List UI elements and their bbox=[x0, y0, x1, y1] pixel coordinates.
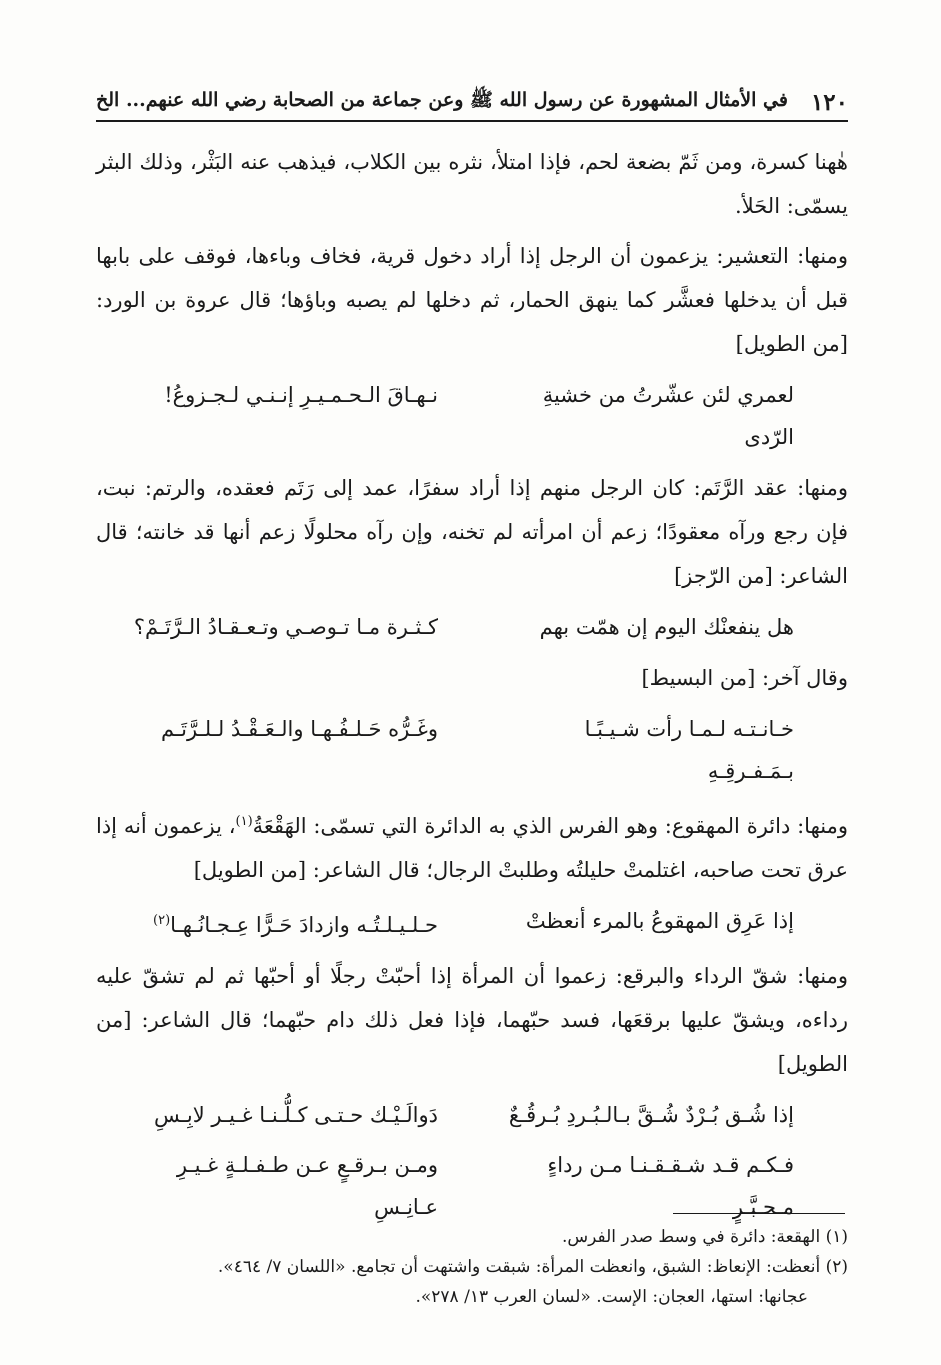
verse-6 bbox=[96, 1144, 848, 1228]
page-header bbox=[96, 84, 848, 122]
paragraph-5 bbox=[96, 800, 848, 892]
footnote-ref-1: (١) bbox=[235, 814, 253, 829]
verse-4 bbox=[96, 900, 848, 946]
running-head: في الأمثال المشهورة عن رسول الله ﷺ وعن جماعة من الصحابة رضي الله عنهم... الخ bbox=[96, 89, 788, 111]
footnote-separator bbox=[673, 1213, 845, 1214]
verse-1 bbox=[96, 374, 848, 458]
page-body bbox=[96, 140, 848, 1236]
footnote-2: (٢) أنعظت: الإنعاظ: الشبق، وانعظت المرأة: شبقت واشتهت أن تجامع. «اللسان ٧/ ٤٦٤». bbox=[217, 1257, 848, 1277]
footnote-1: (١) الهقعة: دائرة في وسط صدر الفرس. bbox=[561, 1227, 848, 1247]
paragraph-2: ومنها: التعشير: يزعمون أن الرجل إذا أراد دخول قرية، فخاف وباءها، فوقف على بابها قبل أن يدخلها فعشَّر كما ينهق الحمار، ثم دخلها لم يصبه وباؤها؛ قال عروة بن الورد: [من الطويل] bbox=[96, 244, 848, 356]
verse-4-first-hemistich: إذا عَرِق المهقوعُ بالمرء أنعظتْ bbox=[525, 909, 794, 933]
verse-4-second-hemistich bbox=[108, 900, 438, 946]
verse-3-second-hemistich: وغَـرُّه حَـلـفُـهـا والـعَـقْـدُ لـلـرَّتَـم bbox=[161, 717, 438, 741]
verse-5-first-hemistich: إذا شُـق بُـرْدٌ شُـقَّ بـالـبُـردِ بُـرقُـعٌ bbox=[508, 1103, 794, 1127]
paragraph-4: وقال آخر: [من البسيط] bbox=[641, 666, 848, 690]
verse-6-first-hemistich: فـكـم قـد شـقـقـنـا مـن رداءٍ مـحـبَّـرٍ bbox=[547, 1153, 794, 1219]
paragraph-1: هٰهنا كسرة، ومن ثَمّ بضعة لحم، فإذا امتلأ، نثره بين الكلاب، فيذهب عنه البَثْر، وذلك البثر يسمّى: الحَلأ. bbox=[96, 150, 848, 218]
verse-4-second-text: حـلـيـلـتُـه وازدادَ حَـرًّا عِـجـانُـهـا bbox=[170, 913, 438, 937]
verse-3-first-hemistich: خـانـتـه لـمـا رأت شـيـبًـا بـمَـفـرقِـهِ bbox=[584, 717, 794, 783]
paragraph-5-text: ومنها: دائرة المهقوع: وهو الفرس الذي به الدائرة التي تسمّى: الهَقْعَةُ bbox=[252, 814, 848, 838]
verse-5-second-hemistich: دَوالَـيْـك حـتـى كـلُّـنـا غـيـر لابِـسِ bbox=[154, 1103, 438, 1127]
verse-2-first-hemistich: هل ينفعنْك اليوم إن همّت بهم bbox=[539, 615, 794, 639]
page-number: ١٢٠ bbox=[810, 89, 848, 116]
verse-2 bbox=[96, 606, 848, 648]
verse-6-second-hemistich: ومـن بـرقـعٍ عـن طـفـلـةٍ غـيـرِ عـانِـسِ bbox=[176, 1153, 438, 1219]
footnote-ref-2: (٢) bbox=[153, 913, 171, 928]
verse-1-second-hemistich: نـهـاقَ الـحـمـيـرِ إنـنـي لـجـزوعُ! bbox=[164, 383, 438, 407]
footnote-2-continuation: عجانها: استها، العجان: الإست. «لسان العرب ١٣/ ٢٧٨». bbox=[415, 1287, 808, 1307]
verse-5 bbox=[96, 1094, 848, 1136]
paragraph-6: ومنها: شقّ الرداء والبرقع: زعموا أن المرأة إذا أحبّتْ رجلًا أو أحبّها ثم لم تشقّ عليه رداءه، ويشقّ عليها برقعَها، فسد حبّهما، فإذا فعل ذلك دام حبّهما؛ قال الشاعر: [من الطويل] bbox=[96, 964, 848, 1076]
verse-1-first-hemistich: لعمري لئن عشّرتُ من خشيةِ الرّدى bbox=[542, 383, 794, 449]
footnotes bbox=[96, 1222, 848, 1312]
paragraph-5-rest: ، يزعمون أنه إذا عرق تحت صاحبه، اغتلمتْ حليلتُه وطلبتْ الرجال؛ قال الشاعر: [من الطويل] bbox=[96, 814, 848, 882]
verse-3 bbox=[96, 708, 848, 792]
paragraph-3: ومنها: عقد الرَّتَم: كان الرجل منهم إذا أراد سفرًا، عمد إلى رَتَم فعقده، والرتم: نبت، فإن رجع ورآه معقودًا؛ زعم أن امرأته لم تخنه، وإن رآه محلولًا زعم أنها قد خانته؛ قال الشاعر: [من الرّجز] bbox=[96, 476, 848, 588]
verse-2-second-hemistich: كـثـرة مـا تـوصـي وتـعـقـادُ الـرَّتَـمْ؟ bbox=[133, 615, 438, 639]
